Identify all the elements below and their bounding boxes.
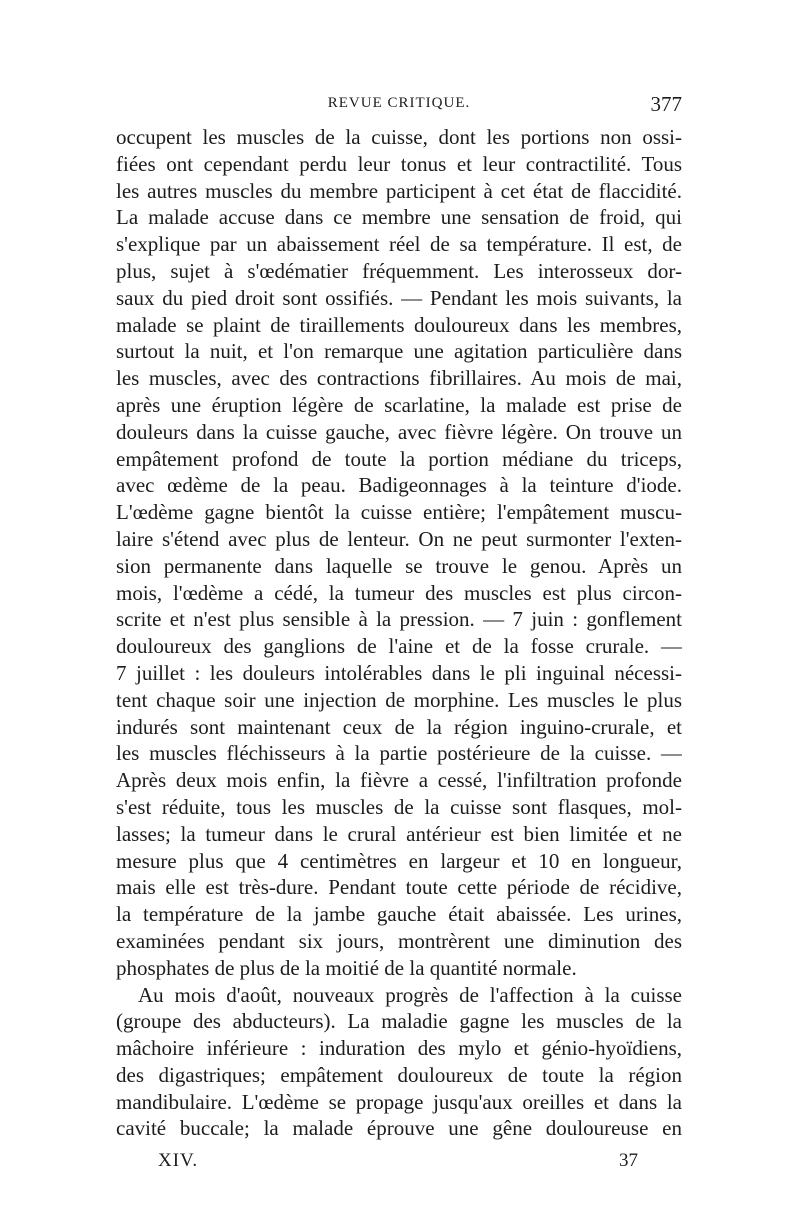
text-line: indurés sont maintenant ceux de la région inguino-crurale, et	[116, 714, 682, 739]
signature-mark: XIV.	[158, 1150, 199, 1171]
text-line: s'est réduite, tous les muscles de la cuisse sont flasques, mol-	[116, 794, 682, 819]
page-footer	[158, 1150, 638, 1178]
text-line: la température de la jambe gauche était abaissée. Les urines,	[116, 902, 682, 927]
paragraph-start-line: Au mois d'août, nouveaux progrès de l'affection à la cuisse	[138, 982, 682, 1007]
page-number: 377	[650, 92, 682, 116]
sheet-number: 37	[619, 1150, 638, 1171]
text-line: scrite et n'est plus sensible à la pression. — 7 juin : gonflement	[116, 607, 682, 632]
text-line: tent chaque soir une injection de morphine. Les muscles le plus	[116, 687, 682, 712]
text-line: sion permanente dans laquelle se trouve le genou. Après un	[116, 553, 682, 578]
text-line: 7 juillet : les douleurs intolérables dans le pli inguinal nécessi-	[116, 660, 682, 685]
running-header	[116, 92, 682, 116]
text-line: mois, l'œdème a cédé, la tumeur des muscles est plus circon-	[116, 580, 682, 605]
text-line: avec œdème de la peau. Badigeonnages à la teinture d'iode.	[116, 473, 682, 498]
text-line: mesure plus que 4 centimètres en largeur et 10 en longueur,	[116, 848, 682, 873]
text-line: saux du pied droit sont ossifiés. — Pendant les mois suivants, la	[116, 285, 682, 310]
text-line: cavité buccale; la malade éprouve une gêne douloureuse en	[116, 1116, 682, 1141]
paragraph-end-line: phosphates de plus de la moitié de la quantité normale.	[116, 955, 577, 980]
text-line: examinées pendant six jours, montrèrent une diminution des	[116, 928, 682, 953]
text-line: mâchoire inférieure : induration des mylo et génio-hyoïdiens,	[116, 1036, 682, 1061]
text-line: empâtement profond de toute la portion médiane du triceps,	[116, 446, 682, 471]
text-line: douleurs dans la cuisse gauche, avec fièvre légère. On trouve un	[116, 419, 682, 444]
text-line: lasses; la tumeur dans le crural antérieur est bien limitée et ne	[116, 821, 682, 846]
text-line: s'explique par un abaissement réel de sa température. Il est, de	[116, 232, 682, 257]
running-title: REVUE CRITIQUE.	[327, 95, 471, 111]
text-line: laire s'étend avec plus de lenteur. On ne peut surmonter l'exten-	[116, 526, 682, 551]
text-line: La malade accuse dans ce membre une sensation de froid, qui	[116, 205, 682, 230]
text-line: malade se plaint de tiraillements douloureux dans les membres,	[116, 312, 682, 337]
text-line: des digastriques; empâtement douloureux de toute la région	[116, 1062, 682, 1087]
text-line: mandibulaire. L'œdème se propage jusqu'aux oreilles et dans la	[116, 1089, 682, 1114]
text-line: les muscles, avec des contractions fibrillaires. Au mois de mai,	[116, 366, 682, 391]
text-line: fiées ont cependant perdu leur tonus et leur contractilité. Tous	[116, 151, 682, 176]
text-line: (groupe des abducteurs). La maladie gagne les muscles de la	[116, 1009, 682, 1034]
text-line: plus, sujet à s'œdématier fréquemment. Les interosseux dor-	[116, 258, 682, 283]
body-text	[116, 124, 682, 1142]
text-line: mais elle est très-dure. Pendant toute cette période de récidive,	[116, 875, 682, 900]
text-line: douloureux des ganglions de l'aine et de la fosse crurale. —	[116, 634, 682, 659]
text-line: occupent les muscles de la cuisse, dont les portions non ossi-	[116, 125, 682, 149]
text-line: après une éruption légère de scarlatine, la malade est prise de	[116, 392, 682, 417]
text-line: surtout la nuit, et l'on remarque une agitation particulière dans	[116, 339, 682, 364]
text-line: Après deux mois enfin, la fièvre a cessé, l'infiltration profonde	[116, 768, 682, 793]
text-line: les muscles fléchisseurs à la partie postérieure de la cuisse. —	[116, 741, 682, 766]
text-line: les autres muscles du membre participent à cet état de flaccidité.	[116, 178, 682, 203]
text-line: L'œdème gagne bientôt la cuisse entière; l'empâtement muscu-	[116, 500, 682, 525]
